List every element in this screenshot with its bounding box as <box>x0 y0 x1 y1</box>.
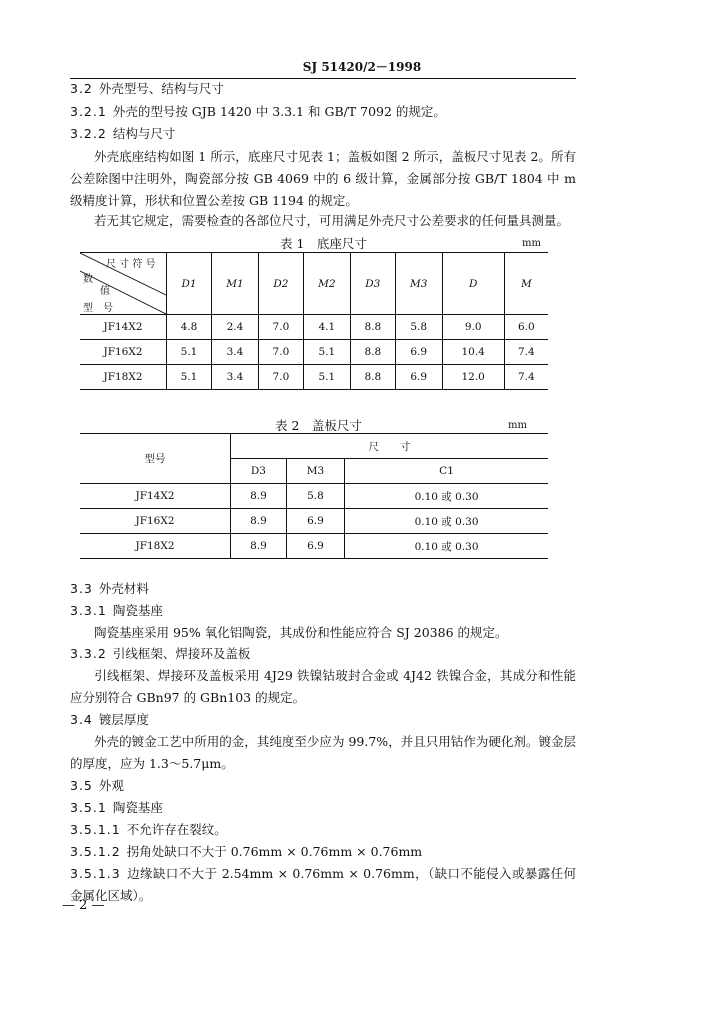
col-header: D3 <box>231 459 287 484</box>
col-header: M <box>504 253 548 315</box>
value-cell: 12.0 <box>442 365 504 390</box>
cover-dimensions-table <box>80 433 548 559</box>
heading-3-5: 3.5 外观 <box>70 778 124 793</box>
value-cell: 5.8 <box>395 315 442 340</box>
value-cell: 8.9 <box>231 534 287 559</box>
heading-number: 3.2.2 <box>70 126 107 141</box>
heading-text: 结构与尺寸 <box>112 126 176 141</box>
corner-label-number: 数 <box>83 274 93 285</box>
value-cell: 8.9 <box>231 509 287 534</box>
value-cell: 5.1 <box>167 340 212 365</box>
table1-corner-header <box>80 253 167 315</box>
table-row <box>80 509 548 534</box>
value-cell: 7.0 <box>258 365 303 390</box>
document-header: SJ 51420/2－1998 <box>302 60 422 74</box>
value-cell: 7.4 <box>504 340 548 365</box>
col-header: M1 <box>212 253 259 315</box>
value-cell: 5.1 <box>303 365 350 390</box>
item-3-5-1-2: 3.5.1.2 拐角处缺口不大于 0.76mm × 0.76mm × 0.76mm <box>70 844 423 859</box>
heading-3-3: 3.3 外壳材料 <box>70 581 149 596</box>
col-header: D1 <box>167 253 212 315</box>
col-header: D2 <box>258 253 303 315</box>
value-cell: 9.0 <box>442 315 504 340</box>
corner-label-value: 值 <box>100 286 110 297</box>
corner-label-symbol: 尺 寸 符 号 <box>106 259 156 270</box>
value-cell: 3.4 <box>212 340 259 365</box>
value-cell: 0.10 或 0.30 <box>345 534 548 559</box>
heading-3-2 <box>70 80 224 98</box>
col-header: C1 <box>345 459 548 484</box>
table-row <box>80 534 548 559</box>
heading-text: 外壳型号、结构与尺寸 <box>98 81 224 96</box>
table2-caption: 表 2 盖板尺寸 <box>275 418 362 433</box>
model-cell: JF16X2 <box>80 340 167 365</box>
value-cell: 4.8 <box>167 315 212 340</box>
paragraph-plating: 外壳的镀金工艺中所用的金，其纯度至少应为 99.7%，并且只用钴作为硬化剂。镀金层的厚度，应为 1.3～5.7μm。 <box>70 734 576 771</box>
model-cell: JF18X2 <box>80 365 167 390</box>
value-cell: 0.10 或 0.30 <box>345 484 548 509</box>
model-cell: JF18X2 <box>80 534 231 559</box>
col-header: D <box>442 253 504 315</box>
heading-3-2-2 <box>70 125 175 143</box>
value-cell: 8.8 <box>350 340 395 365</box>
item-3-5-1-1: 3.5.1.1 不允许存在裂纹。 <box>70 822 227 837</box>
page-number: — 2 — <box>62 898 105 913</box>
value-cell: 7.0 <box>258 340 303 365</box>
heading-3-4: 3.4 镀层厚度 <box>70 712 149 727</box>
heading-number: 3.2 <box>70 81 93 96</box>
value-cell: 6.0 <box>504 315 548 340</box>
value-cell: 2.4 <box>212 315 259 340</box>
table2-group-header: 尺 寸 <box>231 434 549 459</box>
header-rule <box>70 78 576 79</box>
model-cell: JF14X2 <box>80 484 231 509</box>
col-header: M2 <box>303 253 350 315</box>
value-cell: 8.9 <box>231 484 287 509</box>
table-row <box>80 315 548 340</box>
model-cell: JF16X2 <box>80 509 231 534</box>
corner-label-model: 型 号 <box>83 303 113 314</box>
item-3-5-1-3: 3.5.1.3 边缘缺口不大于 2.54mm × 0.76mm × 0.76mm，（缺口不能侵入或暴露任何金属化区域）。 <box>70 866 576 903</box>
value-cell: 6.9 <box>286 509 344 534</box>
col-header: D3 <box>350 253 395 315</box>
base-dimensions-table <box>80 252 548 390</box>
table2-model-header: 型号 <box>80 434 231 484</box>
model-cell: JF14X2 <box>80 315 167 340</box>
table-row <box>80 340 548 365</box>
heading-3-3-2: 3.3.2 引线框架、焊接环及盖板 <box>70 646 251 661</box>
value-cell: 7.0 <box>258 315 303 340</box>
value-cell: 6.9 <box>395 365 442 390</box>
paragraph-structure: 外壳底座结构如图 1 所示，底座尺寸见表 1；盖板如图 2 所示，盖板尺寸见表 2。所有公差除图中注明外，陶瓷部分按 GB 4069 中的 6 级计算，金属部分按 GB/T 1804 中 m 级精度计算，形状和位置公差按 GB 1194 的规定。 <box>70 149 576 208</box>
value-cell: 7.4 <box>504 365 548 390</box>
value-cell: 5.8 <box>286 484 344 509</box>
col-header: M3 <box>395 253 442 315</box>
value-cell: 6.9 <box>395 340 442 365</box>
value-cell: 6.9 <box>286 534 344 559</box>
value-cell: 0.10 或 0.30 <box>345 509 548 534</box>
heading-number: 3.2.1 <box>70 104 107 119</box>
table1-caption: 表 1 底座尺寸 <box>280 236 367 251</box>
value-cell: 3.4 <box>212 365 259 390</box>
value-cell: 4.1 <box>303 315 350 340</box>
value-cell: 5.1 <box>303 340 350 365</box>
value-cell: 8.8 <box>350 365 395 390</box>
heading-3-5-1: 3.5.1 陶瓷基座 <box>70 800 163 815</box>
table-row <box>80 365 548 390</box>
value-cell: 8.8 <box>350 315 395 340</box>
value-cell: 5.1 <box>167 365 212 390</box>
table-row <box>80 484 548 509</box>
table2-unit: mm <box>508 420 527 431</box>
value-cell: 10.4 <box>442 340 504 365</box>
heading-3-3-1: 3.3.1 陶瓷基座 <box>70 603 163 618</box>
col-header: M3 <box>286 459 344 484</box>
heading-3-2-1 <box>70 103 446 121</box>
paragraph-measurement: 若无其它规定，需要检查的各部位尺寸，可用满足外壳尺寸公差要求的任何量具测量。 <box>94 213 570 228</box>
table1-unit: mm <box>522 238 541 249</box>
paragraph-lead-frame: 引线框架、焊接环及盖板采用 4J29 铁镍钴玻封合金或 4J42 铁镍合金，其成分和性能应分别符合 GBn97 的 GBn103 的规定。 <box>70 668 576 705</box>
heading-text: 外壳的型号按 GJB 1420 中 3.3.1 和 GB/T 7092 的规定。 <box>112 104 446 119</box>
paragraph-ceramic-base: 陶瓷基座采用 95% 氧化铝陶瓷，其成份和性能应符合 SJ 20386 的规定。 <box>94 625 508 640</box>
